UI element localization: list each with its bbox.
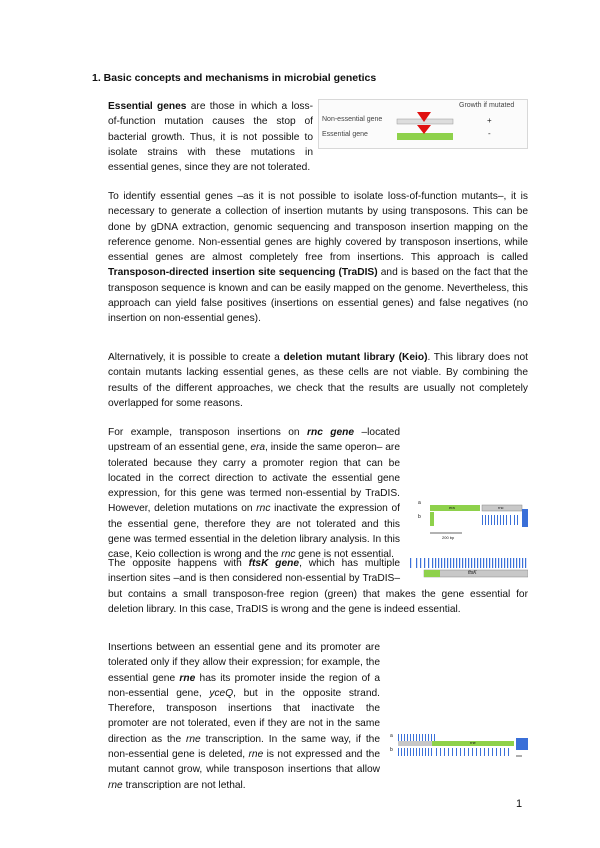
term-rnc: rnc gene	[307, 427, 355, 438]
term-era: era	[250, 442, 266, 454]
fig1-row2-value: -	[488, 129, 491, 138]
fig4-gene-label: rne	[470, 740, 476, 745]
p2-text-2: and is based on the fact that the transposon sequence is known and can be easily mapped on the genome. Nevertheless, this approach can yield false positives (insertions on essential genes) and false negatives (no insertion on non-essential genes).	[108, 267, 528, 325]
term-essential-genes: Essential genes	[108, 101, 187, 112]
p3-text-2: . This library does not contain mutants lacking essential genes, as these cells are not viable. By combining the results of the different approaches, we check that the results are usually not completely overlapped for some reasons.	[108, 352, 528, 409]
fig4-label-a: a	[390, 733, 393, 739]
fig1-row2-label: Essential gene	[322, 131, 368, 138]
p6-text-5: is not expressed and the mutant cannot grow, while transposon insertions that allow	[108, 749, 380, 776]
insertion-block	[522, 509, 528, 527]
fig2-gene-era: era	[449, 505, 455, 510]
p5-text-1: The opposite happens with	[108, 558, 249, 569]
p4-text-5: gene is not essential.	[295, 549, 394, 561]
yceq-gene-bar	[398, 741, 432, 746]
term-yceq: yceQ	[209, 687, 234, 699]
figure-4-graphic	[390, 732, 530, 760]
p5-text-2: , which has multiple insertion sites –and is then considered non-essential by TraDIS– but contains a small transposon-free region (green) that makes the gene essential for deletion library. In this case, TraDIS is wrong and the gene is indeed essential.	[108, 558, 528, 615]
paragraph-keio	[108, 350, 528, 411]
term-rnc-3: rnc	[281, 549, 296, 561]
ftsk-insertion-ticks	[410, 558, 526, 568]
fig2-gene-rnc: rnc	[498, 505, 504, 510]
p4-text-2: –located upstream of an essential gene,	[108, 427, 400, 454]
p6-text-3: , but in the opposite strand. Therefore, transposon insertions that inactivate the promoter are not tolerated, even if they are not in the same direction as the	[108, 687, 380, 745]
term-tradis: Transposon-directed insertion site sequencing (TraDIS)	[108, 267, 378, 279]
rne-top-ticks	[398, 734, 435, 742]
p6-text-6: transcription are not lethal.	[122, 779, 246, 791]
fig3-gene-label: ftsK	[468, 570, 477, 576]
term-rnc-2: rnc	[256, 503, 271, 515]
insertion-ticks	[482, 515, 518, 525]
p6-text-1: Insertions between an essential gene and its promoter are tolerated only if they allow their expression; for example, the essential gene	[108, 642, 380, 684]
essential-gene-bar	[397, 133, 453, 140]
term-rne-3: rne	[248, 749, 264, 761]
fig1-row1-value: +	[487, 116, 492, 125]
rne-bottom-ticks	[398, 748, 509, 756]
insertion-arrow-2	[417, 125, 431, 134]
term-keio: deletion mutant library (Keio)	[283, 352, 428, 363]
figure-essential-gene-diagram	[318, 99, 528, 149]
figure-rnc-era	[414, 495, 530, 545]
section-heading: 1. Basic concepts and mechanisms in microbial genetics	[92, 72, 377, 84]
paragraph-essential-genes	[108, 99, 313, 175]
term-rne: rne	[179, 672, 196, 684]
rne-insertion-block	[516, 738, 528, 750]
page-number: 1	[516, 798, 523, 810]
fig1-header: Growth if mutated	[459, 102, 515, 109]
fig4-label-b: b	[390, 747, 393, 753]
paragraph-tradis	[108, 189, 528, 327]
p6-text-4: transcription. In the same way, if the non-essential gene is deleted,	[108, 733, 380, 761]
figure-rne	[390, 732, 530, 760]
p6-text-2: has its promoter inside the region of a non-essential gene,	[108, 672, 380, 699]
p3-text-1: Alternatively, it is possible to create a	[108, 352, 284, 363]
term-rne-4: rne	[108, 779, 123, 791]
figure-2-graphic	[414, 495, 530, 545]
p1-text: are those in which a loss-of-function mutation causes the stop of bacterial growth. Thus, it is not possible to isolate strains with these mutations in essential genes, since they are not tolerated.	[108, 101, 313, 174]
p4-text-3: , inside the same operon– are tolerated because they carry a promoter region that can be located in the correct direction to activate the essential gene expression, for this gene was termed non-essential by TraDIS. However, deletion mutations on	[108, 442, 400, 515]
figure-3-graphic	[410, 556, 528, 582]
term-ftsk: ftsK gene	[248, 558, 300, 569]
p4-text-4: inactivate the expression of the essential gene, therefore they are not tolerated and this gene was termed essential in the deletion library analysis. In this case, Keio collection is wrong and the	[108, 503, 400, 561]
green-marker	[430, 512, 434, 526]
fig2-label-a: a	[418, 500, 421, 506]
paragraph-rne	[108, 640, 528, 793]
p4-text-1: For example, transposon insertions on	[108, 427, 308, 438]
fig1-row1-label: Non-essential gene	[322, 116, 383, 123]
ftsk-insertion-free-region	[424, 570, 440, 577]
fig2-scale: 200 bp	[442, 535, 455, 540]
figure-ftsk	[410, 556, 528, 582]
era-gene-bar	[430, 505, 480, 511]
fig2-label-b: b	[418, 514, 421, 520]
term-rne-2: rne	[185, 733, 201, 745]
p2-text-1: To identify essential genes –as it is not possible to isolate loss-of-function mutants–, it is necessary to generate a collection of insertion mutants by using transposons. This can be done by gDNA extraction, genomic sequencing and transposon insertion mapping on the reference genome. Non-essential genes are highly covered by transposon insertions, while essential genes are almost completely free from insertions. This approach is called	[108, 191, 528, 264]
